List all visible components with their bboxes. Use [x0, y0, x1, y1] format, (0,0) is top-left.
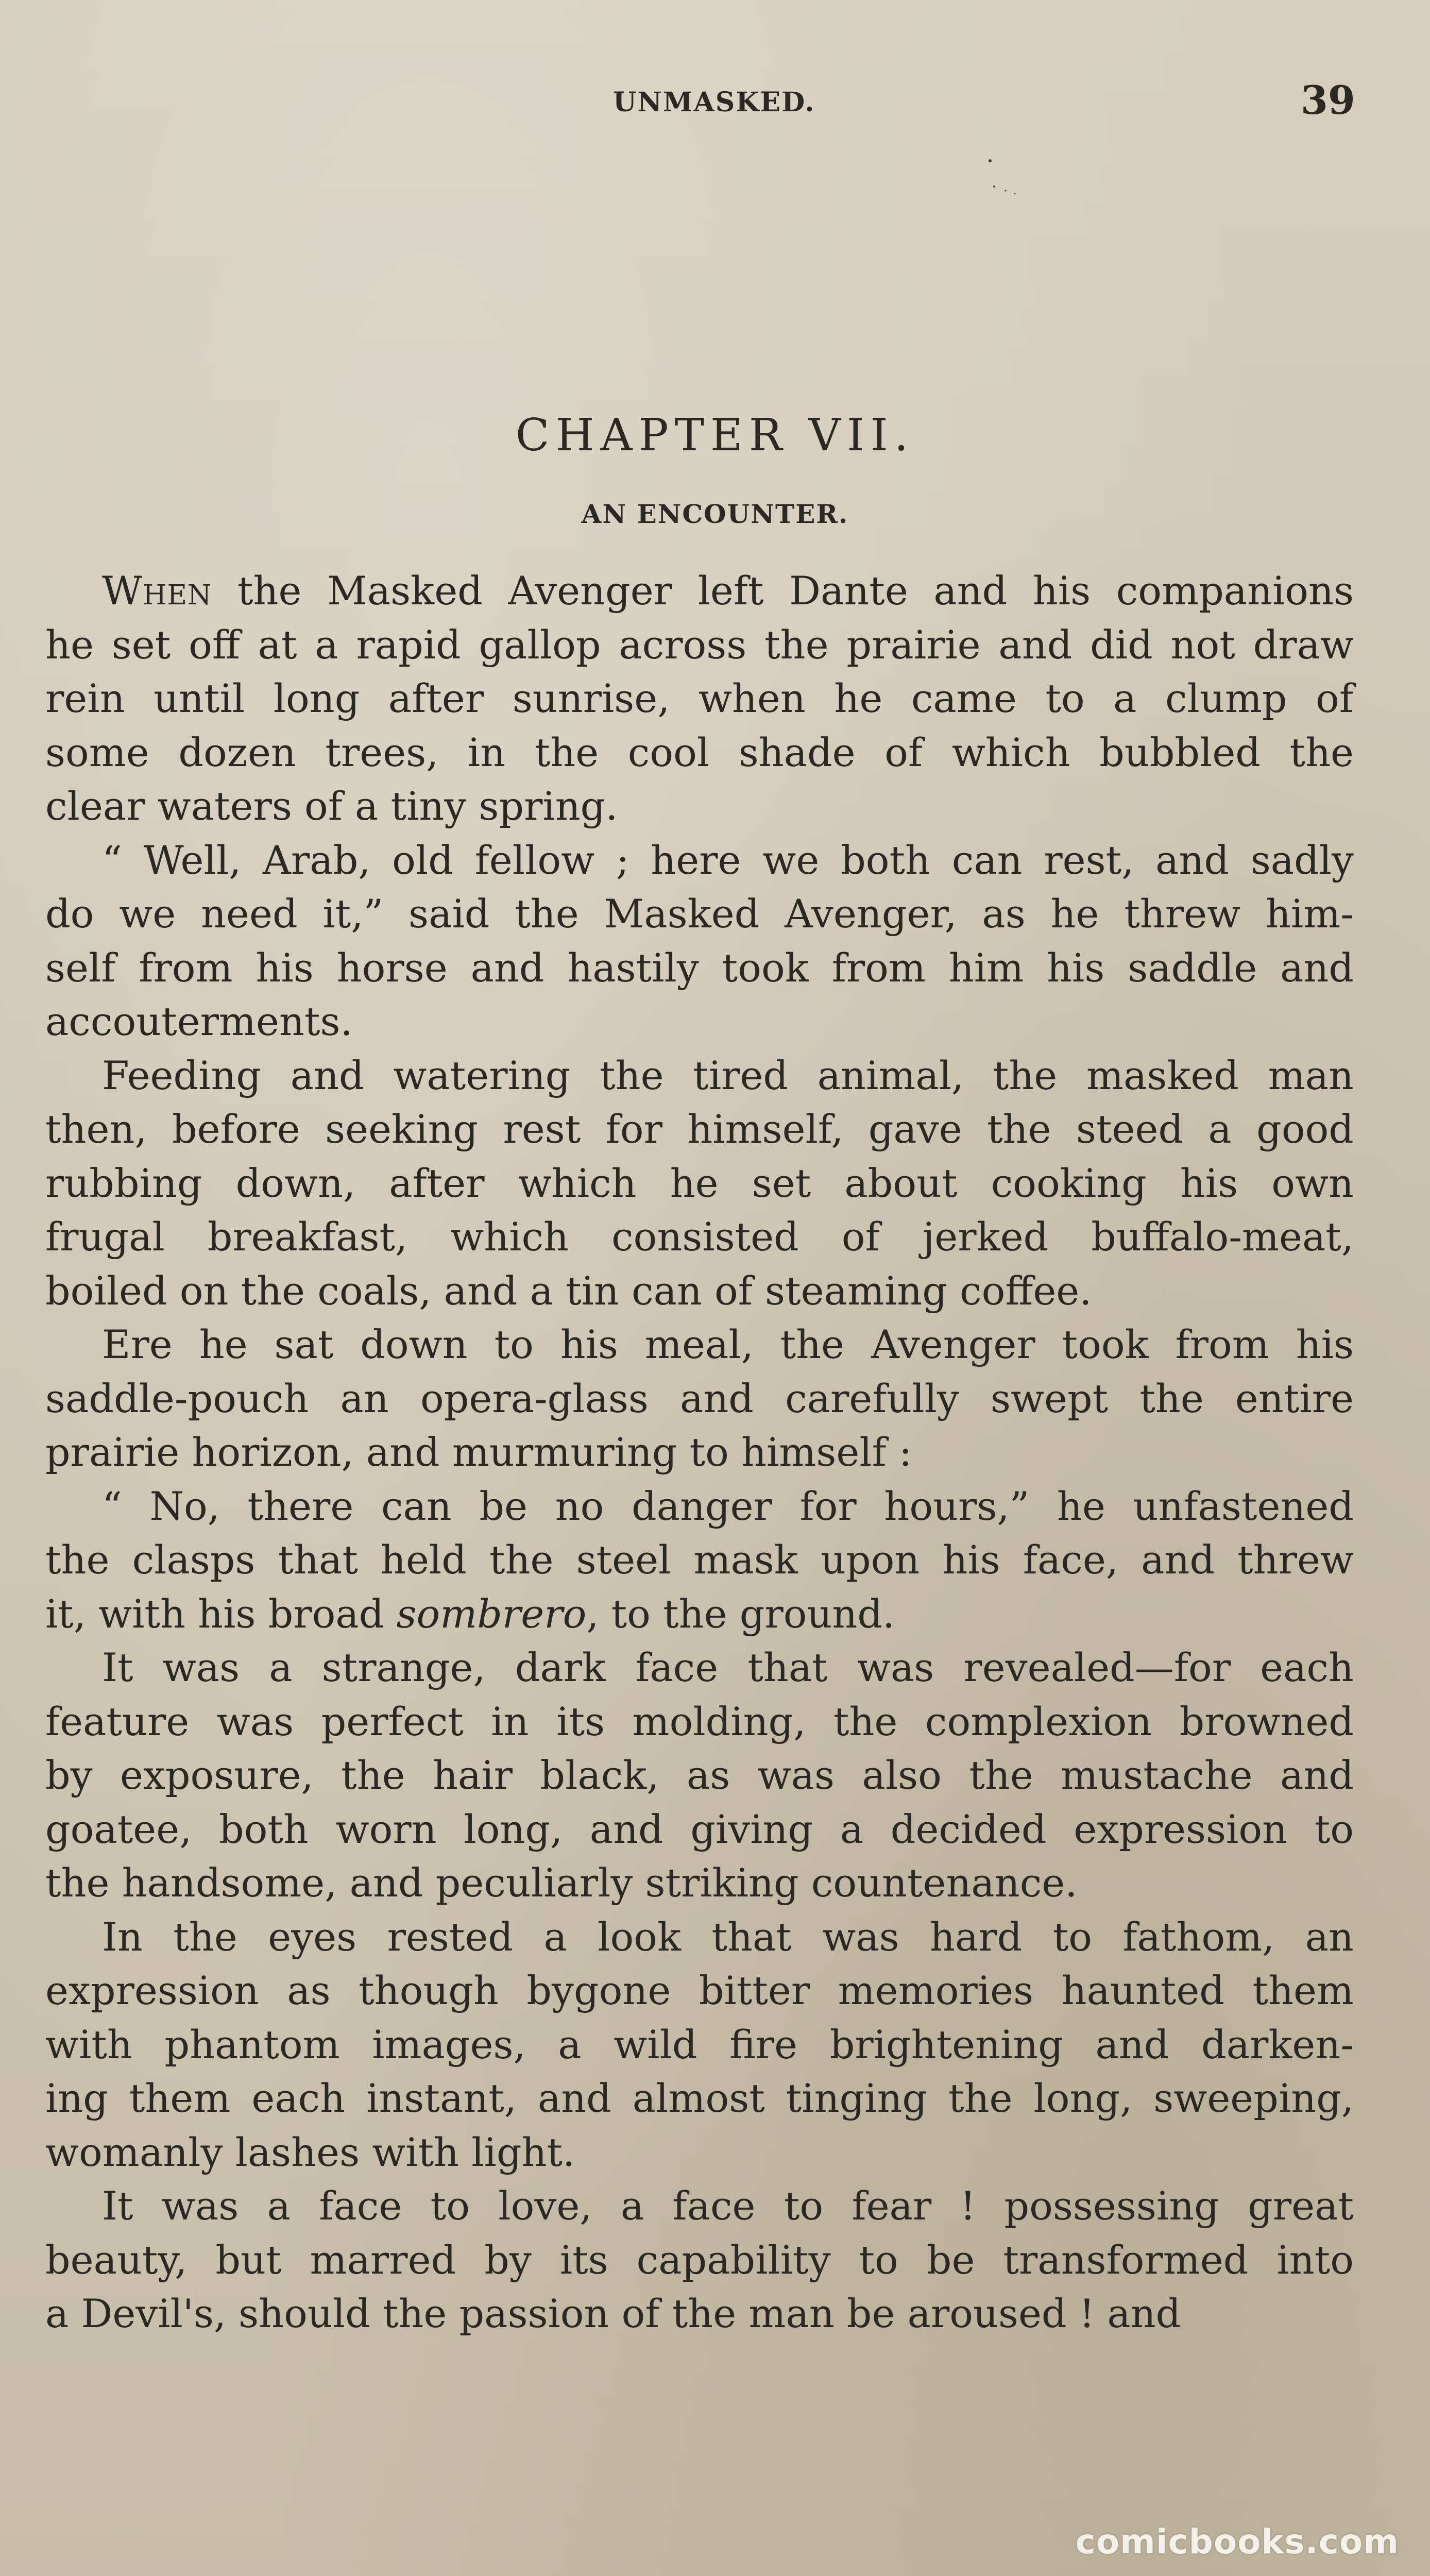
- line-text: accouterments.: [45, 998, 353, 1044]
- line-text: the handsome, and peculiarly striking countenance.: [45, 1860, 1078, 1906]
- paragraph: [45, 1910, 1354, 2180]
- line-text: do we need it,” said the Masked Avenger, as he threw him-: [45, 891, 1354, 937]
- line-text: boiled on the coals, and a tin can of steaming coffee.: [45, 1267, 1092, 1314]
- italic-word: sombrero: [396, 1590, 587, 1637]
- line-text: In the eyes rested a look that was hard to fathom, an: [102, 1913, 1354, 1960]
- text-line: [45, 1210, 1354, 1264]
- text-line: [45, 1910, 1354, 1964]
- text-line: [45, 1480, 1354, 1534]
- text-line: [45, 726, 1354, 780]
- paragraph: [45, 564, 1354, 834]
- line-text: clear waters of a tiny spring.: [45, 783, 618, 829]
- opening-word: When: [102, 568, 212, 614]
- line-text: feature was perfect in its molding, the complexion browned: [45, 1698, 1354, 1744]
- text-line: [45, 887, 1354, 941]
- paragraph: [45, 1049, 1354, 1318]
- text-line: [45, 2072, 1354, 2126]
- chapter-body: [45, 564, 1354, 2341]
- text-line: [45, 2287, 1354, 2341]
- line-text: It was a face to love, a face to fear ! possessing great: [102, 2183, 1354, 2229]
- running-head-title: UNMASKED.: [613, 87, 815, 118]
- text-line: [45, 2126, 1354, 2180]
- line-text: “ Well, Arab, old fellow ; here we both can rest, and sadly: [102, 837, 1354, 883]
- text-line: [45, 834, 1354, 888]
- line-text: a Devil's, should the passion of the man be aroused ! and: [45, 2291, 1181, 2336]
- text-line: [45, 1964, 1354, 2018]
- text-line: [45, 1049, 1354, 1103]
- line-text: Ere he sat down to his meal, the Avenger took from his: [102, 1321, 1354, 1367]
- line-text: “ No, there can be no danger for hours,” he unfastened: [102, 1483, 1354, 1529]
- line-text: It was a strange, dark face that was revealed—for each: [102, 1645, 1354, 1690]
- text-line: [45, 1103, 1354, 1157]
- text-line: [45, 1157, 1354, 1211]
- text-line: [45, 779, 1354, 834]
- line-text: womanly lashes with light.: [45, 2129, 575, 2175]
- text-line: [45, 1695, 1354, 1749]
- line-text: prairie horizon, and murmuring to himself :: [45, 1429, 912, 1475]
- text-line: [45, 1641, 1354, 1695]
- paragraph: [45, 1318, 1354, 1480]
- ink-specks: [979, 155, 1041, 216]
- text-line: [45, 2179, 1354, 2233]
- watermark: comicbooks.com: [1075, 2522, 1399, 2562]
- text-line: [45, 1318, 1354, 1372]
- chapter-subtitle: AN ENCOUNTER.: [581, 499, 849, 529]
- page-number: 39: [1301, 77, 1355, 123]
- text-line: [45, 1803, 1354, 1857]
- line-text: by exposure, the hair black, as was also the mustache and: [45, 1752, 1354, 1798]
- line-text: with phantom images, a wild fire brightening and darken-: [45, 2021, 1354, 2067]
- line-text: the clasps that held the steel mask upon his face, and threw: [45, 1537, 1354, 1583]
- line-text: the Masked Avenger left Dante and his companions: [212, 568, 1354, 614]
- line-text: rein until long after sunrise, when he came to a clump of: [45, 675, 1354, 721]
- line-text: beauty, but marred by its capability to be transformed into: [45, 2236, 1354, 2283]
- line-text: then, before seeking rest for himself, gave the steed a good: [45, 1106, 1354, 1152]
- text-line: [45, 1749, 1354, 1803]
- line-text: goatee, both worn long, and giving a decided expression to: [45, 1806, 1354, 1852]
- text-line: [45, 1856, 1354, 1910]
- paragraph: [45, 1480, 1354, 1641]
- text-line: [45, 2018, 1354, 2072]
- text-line: [45, 1587, 1354, 1641]
- line-text: he set off at a rapid gallop across the prairie and did not draw: [45, 621, 1354, 668]
- line-text: it, with his broad: [45, 1590, 397, 1637]
- chapter-heading: CHAPTER VII.: [515, 410, 915, 461]
- text-line: [45, 1372, 1354, 1426]
- text-line: [45, 941, 1354, 995]
- line-text: rubbing down, after which he set about cooking his own: [45, 1160, 1354, 1206]
- line-text: frugal breakfast, which consisted of jerked buffalo-meat,: [45, 1214, 1354, 1260]
- line-text: self from his horse and hastily took from him his saddle and: [45, 944, 1354, 991]
- line-text: some dozen trees, in the cool shade of which bubbled the: [45, 729, 1354, 775]
- text-line: [45, 1426, 1354, 1480]
- text-line: [45, 618, 1354, 672]
- text-line: [45, 995, 1354, 1049]
- paragraph: [45, 1641, 1354, 1910]
- text-line: [45, 1264, 1354, 1318]
- line-text: , to the ground.: [586, 1590, 895, 1637]
- line-text: Feeding and watering the tired animal, the masked man: [102, 1052, 1354, 1098]
- line-text: saddle-pouch an opera-glass and carefully swept the entire: [45, 1375, 1354, 1421]
- text-line: [45, 1533, 1354, 1587]
- paragraph: [45, 2179, 1354, 2341]
- line-text: ing them each instant, and almost tinging the long, sweeping,: [45, 2075, 1354, 2121]
- text-line: [45, 2233, 1354, 2287]
- text-line: [45, 564, 1354, 618]
- text-line: [45, 672, 1354, 726]
- running-head: [0, 77, 1430, 129]
- line-text: expression as though bygone bitter memories haunted them: [45, 1968, 1354, 2013]
- paragraph: [45, 834, 1354, 1049]
